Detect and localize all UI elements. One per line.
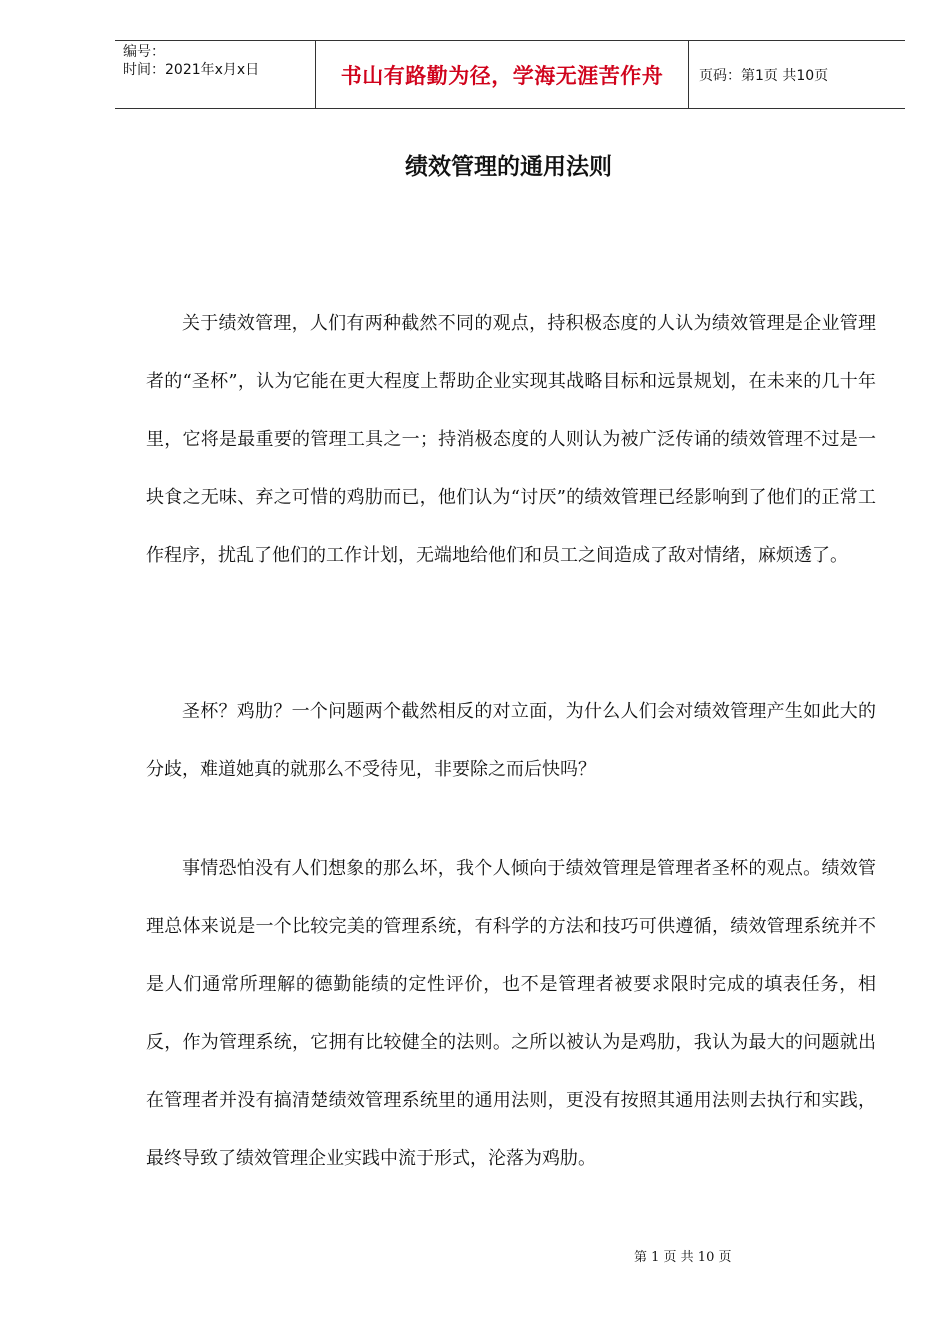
header-table [115, 40, 905, 109]
header-page-number: 页码：第1页 共10页 [699, 67, 829, 84]
motto-text: 书山有路勤为径，学海无涯苦作舟 [340, 63, 664, 88]
paragraph-3: 事情恐怕没有人们想象的那么坏，我个人倾向于绩效管理是管理者圣杯的观点。绩效管理总体来说是一个比较完美的管理系统，有科学的方法和技巧可供遵循，绩效管理系统并不是人们通常所理解的德勤能绩的定性评价，也不是管理者被要求限时完成的填表任务，相反，作为管理系统，它拥有比较健全的法则。之所以被认为是鸡肋，我认为最大的问题就出在管理者并没有搞清楚绩效管理系统里的通用法则，更没有按照其通用法则去执行和实践，最终导致了绩效管理企业实践中流于形式，沦落为鸡肋。 [146, 858, 876, 1169]
header-motto-cell [316, 41, 689, 108]
document-title: 绩效管理的通用法则 [405, 154, 612, 180]
time-label: 时间：2021年x月x日 [123, 62, 260, 78]
header-info-cell [115, 41, 316, 108]
footer-page-number: 第 1 页 共 10 页 [634, 1250, 732, 1265]
header-page-cell [689, 41, 905, 108]
serial-label: 编号： [123, 44, 165, 60]
paragraph-1: 关于绩效管理，人们有两种截然不同的观点，持积极态度的人认为绩效管理是企业管理者的“圣杯”，认为它能在更大程度上帮助企业实现其战略目标和远景规划，在未来的几十年里，它将是最重要的管理工具之一；持消极态度的人则认为被广泛传诵的绩效管理不过是一块食之无味、弃之可惜的鸡肋而已，他们认为“讨厌”的绩效管理已经影响到了他们的正常工作程序，扰乱了他们的工作计划，无端地给他们和员工之间造成了敌对情绪，麻烦透了。 [146, 313, 876, 566]
paragraph-2: 圣杯？鸡肋？一个问题两个截然相反的对立面，为什么人们会对绩效管理产生如此大的分歧，难道她真的就那么不受待见，非要除之而后快吗？ [146, 701, 876, 780]
